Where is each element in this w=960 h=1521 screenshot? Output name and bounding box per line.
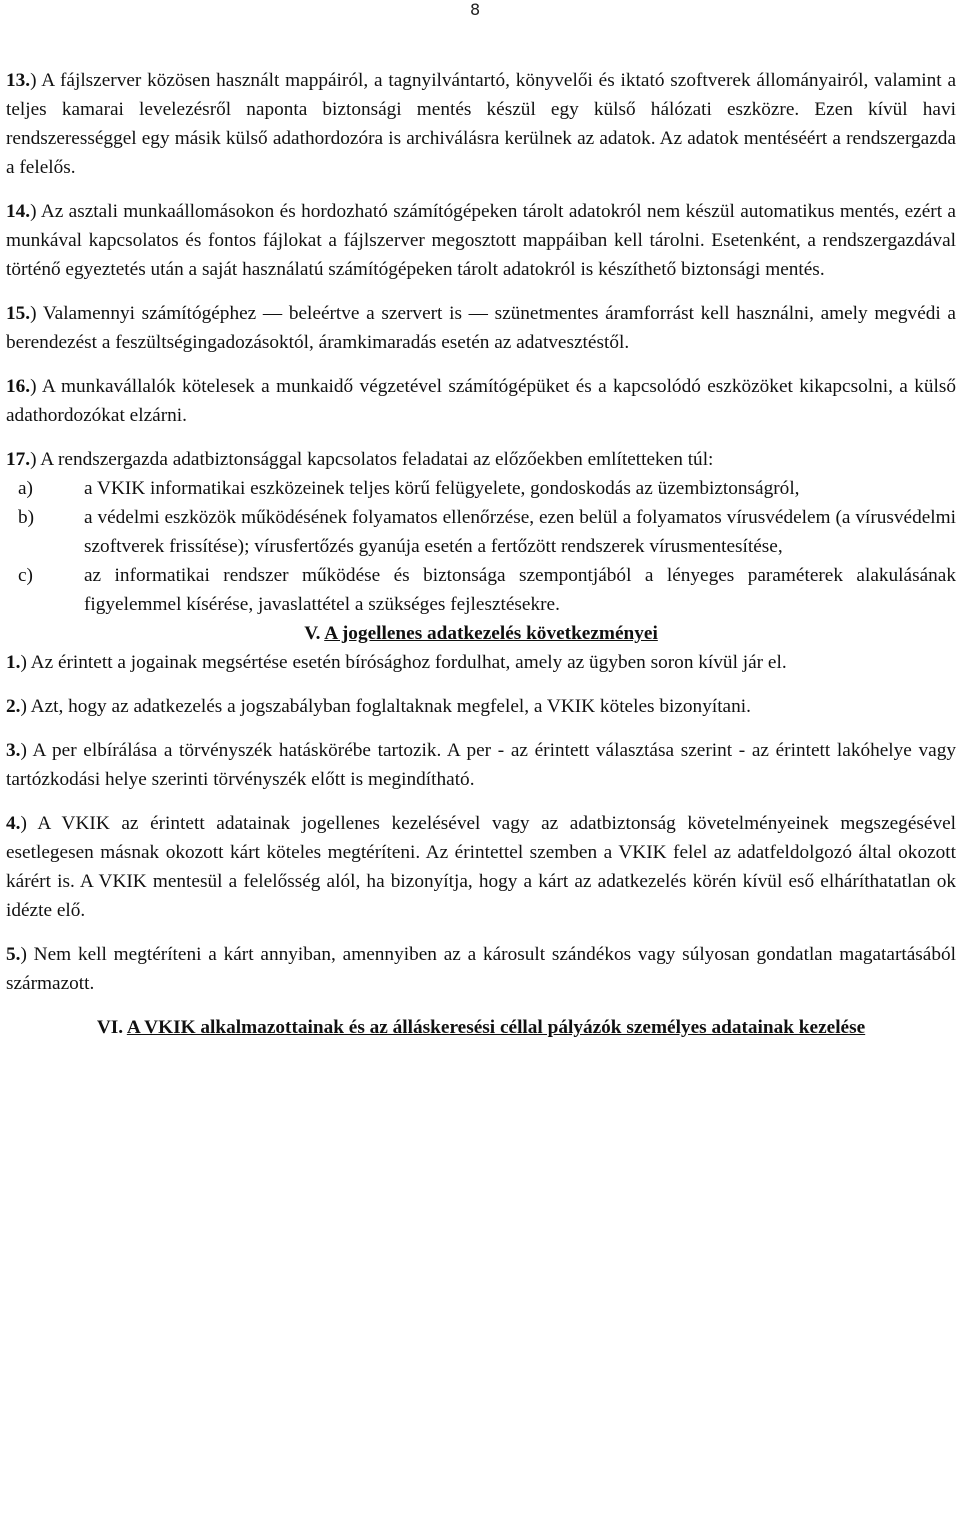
document-body xyxy=(6,66,956,1042)
list-item-text: a VKIK informatikai eszközeinek teljes körű felügyelete, gondoskodás az üzembiztonságról, xyxy=(84,478,800,499)
paragraph-3 xyxy=(6,736,956,794)
paragraph-number: 5. xyxy=(6,944,21,965)
paragraph-5 xyxy=(6,940,956,998)
list-item-text: a védelmi eszközök működésének folyamatos ellenőrzése, ezen belül a folyamatos vírusvédelem (a vírusvédelmi szoftverek frissítése); vírusfertőzés gyanúja esetén a fertőzött rendszerek vírusmentesítése, xyxy=(84,507,956,557)
list-marker: a) xyxy=(18,478,33,499)
list-item xyxy=(6,503,956,561)
list-item xyxy=(6,474,956,503)
task-list xyxy=(6,474,956,619)
section-heading-vi xyxy=(6,1013,956,1042)
paragraph-number: 13. xyxy=(6,70,31,91)
paragraph-14 xyxy=(6,197,956,284)
section-title: A VKIK alkalmazottainak és az álláskeresési céllal pályázók személyes adatainak kezelése xyxy=(126,1017,866,1038)
paragraph-1 xyxy=(6,648,956,677)
paragraph-number: 16. xyxy=(6,376,31,397)
list-item-text: az informatikai rendszer működése és biztonsága szempontjából a lényeges paraméterek alakulásának figyelemmel kísérése, javaslattétel a szükséges fejlesztésekre. xyxy=(84,565,956,615)
list-marker: c) xyxy=(18,565,33,586)
paragraph-2 xyxy=(6,692,956,721)
paragraph-text: ) A VKIK az érintett adatainak jogellenes kezelésével vagy az adatbiztonság követelményeinek megszegésével esetlegesen másnak okozott kárt köteles megtéríteni. Az érintettel szemben a VKIK felel az adatfeldolgozó által okozott kárért is. A VKIK mentesül a felelősség alól, ha bizonyítja, hogy a kárt az adatkezelés körén kívül eső elháríthatatlan ok idézte elő. xyxy=(6,813,956,921)
paragraph-text: ) A per elbírálása a törvényszék hatáskörébe tartozik. A per - az érintett választása szerint - az érintett lakóhelye vagy tartózkodási helye szerinti törvényszék előtt is megindítható. xyxy=(6,740,956,790)
paragraph-text: ) A munkavállalók kötelesek a munkaidő végzetével számítógépüket és a kapcsolódó eszközöket kikapcsolni, a külső adathordozókat elzárni. xyxy=(6,376,956,426)
paragraph-number: 15. xyxy=(6,303,31,324)
section-heading-v xyxy=(6,619,956,648)
list-item xyxy=(6,561,956,619)
section-number: V. xyxy=(304,623,325,644)
paragraph-text: ) Valamennyi számítógéphez ― beleértve a szervert is ― szünetmentes áramforrást kell használni, amely megvédi a berendezést a feszültségingadozásoktól, áramkimaradás esetén az adatvesztéstől. xyxy=(6,303,956,353)
paragraph-number: 3. xyxy=(6,740,21,761)
paragraph-17-intro xyxy=(6,445,956,474)
paragraph-number: 1. xyxy=(6,652,21,673)
paragraph-13 xyxy=(6,66,956,182)
paragraph-15 xyxy=(6,299,956,357)
paragraph-number: 4. xyxy=(6,813,21,834)
paragraph-text: ) Az érintett a jogainak megsértése esetén bírósághoz fordulhat, amely az ügyben soron kívül jár el. xyxy=(20,652,787,673)
paragraph-16 xyxy=(6,372,956,430)
page-number: 8 xyxy=(470,0,481,19)
paragraph-text: ) Nem kell megtéríteni a kárt annyiban, amennyiben az a károsult szándékos vagy súlyosan gondatlan magatartásából származott. xyxy=(6,944,956,994)
paragraph-number: 17. xyxy=(6,449,31,470)
paragraph-4 xyxy=(6,809,956,925)
paragraph-text: ) Azt, hogy az adatkezelés a jogszabályban foglaltaknak megfelel, a VKIK köteles bizonyítani. xyxy=(20,696,751,717)
paragraph-text: ) A fájlszerver közösen használt mappáiról, a tagnyilvántartó, könyvelői és iktató szoftverek állományairól, valamint a teljes kamarai levelezésről naponta biztonsági mentés készül egy külső hálózati eszközre. Ezen kívül havi rendszerességgel egy másik külső adathordozóra is archiválásra kerülnek az adatok. Az adatok mentéséért a rendszergazda a felelős. xyxy=(6,70,956,178)
paragraph-text: ) Az asztali munkaállomásokon és hordozható számítógépeken tárolt adatokról nem készül automatikus mentés, ezért a munkával kapcsolatos és fontos fájlokat a fájlszerver megosztott mappáiban kell tárolni. Esetenként, a rendszergazdával történő egyeztetés után a saját használatú számítógépeken tárolt adatokról is készíthető biztonsági mentés. xyxy=(6,201,956,280)
paragraph-number: 2. xyxy=(6,696,21,717)
paragraph-text: ) A rendszergazda adatbiztonsággal kapcsolatos feladatai az előzőekben említetteken túl: xyxy=(30,449,714,470)
list-marker: b) xyxy=(18,507,35,528)
paragraph-number: 14. xyxy=(6,201,31,222)
section-number: VI. xyxy=(96,1017,127,1038)
section-title: A jogellenes adatkezelés következményei xyxy=(324,623,658,644)
paragraph-17 xyxy=(6,445,956,619)
